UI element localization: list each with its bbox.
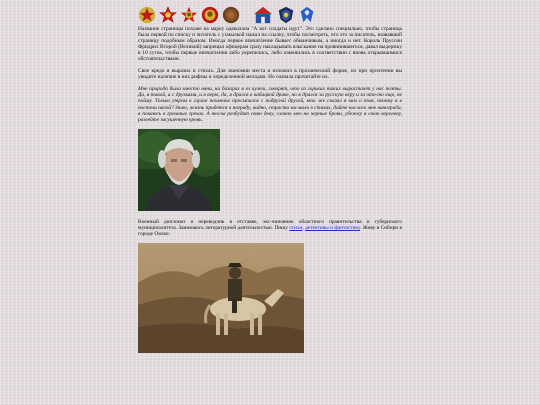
blue-house-badge-icon [252,6,274,24]
credo-paragraph: Свое кредо я выразил в стихах. Для экономии места я изложил в прозаической форме, но при прочтении вы увидите наличие в них рифмы и определенной мелодии. Но сначала прочитайте их. [138,68,402,81]
intro-paragraph: Название страницы похоже на марку одеколона "А вот солдаты идут". Это сделано специально, чтобы страница была первой по списку и читатель с ухмылкой нажал на ссылку, чтобы посмотреть, что это за писатель, назвавший страницу подобным образом. Иногда первое впечатление бывает обманчивым, а иногда и нет. Король Пруссии Фридрих Второй (Великий) запрещал офицерам сразу накладывать взыскание на провинившегося, давал выдержку в 10 суток, чтобы первые впечатления либо укрепились, либо изменились в соответствии с вновь открывшимися обстоятельствами. [138,26,402,63]
content-column [138,4,402,353]
horseback-photo [138,243,304,353]
poem-paragraph: Мне природа была вместо няни, на базарах я ел кулеш, говорят, что из горьких таких вырастают у нас поэты. Да, я такой, и с друзьями, и я верю, да, я дрался в кабацкой драке, но я дрался за русскую веру и за что-то еще, не пойму. Только утром в глухое похмелье просыпался с подругой другой, кто же сказал я вам о том, почему я в постели нагой? Знаю, жизнь придется в награду, видно, страсти им мало в стихах, дайте кислого мне винограда, я покаюсь в грешных грехах. А тоска разбудит свою деву, словно меч на черные брови, убежку я свою королеву, разлейте засушенную кровь. [138,86,402,123]
poems-link[interactable]: стихи [289,224,303,231]
bio-paragraph [138,219,402,237]
red-star-badge-icon [138,6,156,24]
blue-pennant-badge-icon [298,6,316,24]
brown-medal-badge-icon [222,6,240,24]
lenin-badge-icon [180,6,198,24]
lenin-badge-icon [201,6,219,24]
bio-text: Военный дипломат и переводчик в отставке, экс-чиновник областного правительства и губернского муниципалитета. Занимаюсь литературной деятельностью. Пишу [138,218,402,231]
detectives-link[interactable]: детективы и фантастику [305,224,361,231]
bio-text-end: . Живу в Сибири в городе Омске. [138,224,403,237]
navy-shield-badge-icon [277,6,295,24]
bio-separator: , [302,224,306,231]
author-portrait [138,129,220,211]
red-star-badge-icon [159,6,177,24]
badge-row [138,4,402,25]
